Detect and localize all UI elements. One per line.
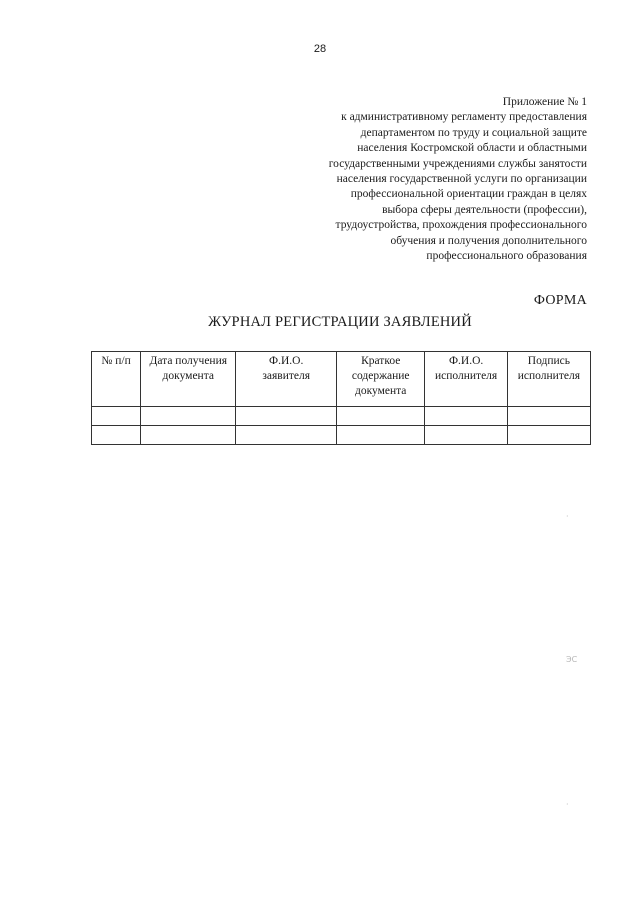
table-cell xyxy=(92,407,141,426)
appendix-line: обучения и получения дополнительного xyxy=(390,234,587,247)
appendix-line: профессиональной ориентации граждан в целях xyxy=(350,188,587,201)
page-number: 28 xyxy=(313,43,327,55)
table-cell xyxy=(141,407,236,426)
scan-mark: · xyxy=(566,512,569,521)
header-line: № п/п xyxy=(101,355,131,367)
appendix-line: к административному регламенту предоставления xyxy=(341,111,587,124)
header-line: Ф.И.О. xyxy=(269,355,304,367)
header-applicant-name xyxy=(236,352,337,407)
header-date-received xyxy=(141,352,236,407)
table-cell xyxy=(507,426,590,445)
appendix-header xyxy=(287,95,587,264)
table-cell xyxy=(141,426,236,445)
table-cell xyxy=(507,407,590,426)
header-summary xyxy=(336,352,424,407)
header-line: заявителя xyxy=(262,370,311,382)
appendix-line: государственными учреждениями службы занятости xyxy=(328,157,587,170)
journal-title: ЖУРНАЛ РЕГИСТРАЦИИ ЗАЯВЛЕНИЙ xyxy=(208,314,472,330)
header-line: Подпись xyxy=(527,355,570,367)
header-executor-signature xyxy=(507,352,590,407)
scan-mark: · xyxy=(566,800,569,809)
appendix-line: трудоустройства, прохождения профессионального xyxy=(335,219,587,232)
header-line: содержание xyxy=(351,370,410,382)
table-cell xyxy=(425,426,507,445)
table-cell xyxy=(236,426,337,445)
header-line: Ф.И.О. xyxy=(448,355,484,367)
header-line: Дата получения xyxy=(149,355,228,367)
table-cell xyxy=(236,407,337,426)
header-executor-name xyxy=(425,352,507,407)
appendix-line: Приложение № 1 xyxy=(502,96,587,108)
form-label: ФОРМА xyxy=(533,293,587,308)
table-header-row xyxy=(92,352,591,407)
appendix-line: населения Костромской области и областными xyxy=(357,142,587,155)
appendix-line: профессионального образования xyxy=(426,250,587,263)
scan-mark: ЭС xyxy=(566,655,578,664)
header-line: документа xyxy=(354,385,407,397)
table-row xyxy=(92,407,591,426)
header-number xyxy=(92,352,141,407)
appendix-line: департаментом по труду и социальной защите xyxy=(360,126,587,139)
appendix-line: населения государственной услуги по организации xyxy=(336,173,587,186)
registration-table xyxy=(91,351,591,445)
table-cell xyxy=(425,407,507,426)
appendix-line: выбора сферы деятельности (профессии), xyxy=(382,203,587,216)
header-line: исполнителя xyxy=(434,370,498,382)
table-cell xyxy=(336,426,424,445)
table-cell xyxy=(336,407,424,426)
header-line: исполнителя xyxy=(517,370,580,382)
header-line: документа xyxy=(162,370,214,382)
header-line: Краткое xyxy=(361,355,401,367)
table-cell xyxy=(92,426,141,445)
table-row xyxy=(92,426,591,445)
